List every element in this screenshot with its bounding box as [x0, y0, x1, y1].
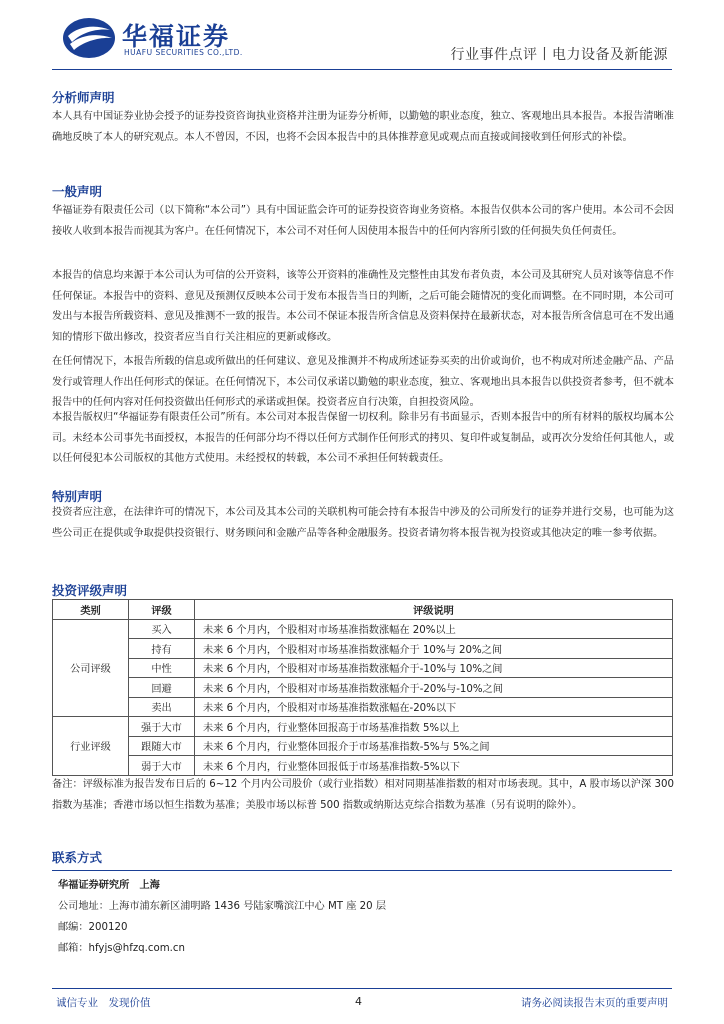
header-category: 类别: [53, 600, 129, 620]
description-cell: 未来 6 个月内，行业整体回报高于市场基准指数 5%以上: [195, 717, 673, 737]
description-cell: 未来 6 个月内，个股相对市场基准指数涨幅在 20%以上: [195, 619, 673, 639]
rating-cell: 回避: [129, 678, 195, 698]
industry-rating-group: 行业评级: [53, 717, 129, 776]
rating-note: 备注：评级标准为报告发布日后的 6~12 个月内公司股价（或行业指数）相对同期基准指数的相对市场表现。其中，A 股市场以沪深 300 指数为基准；香港市场以恒生指数为基准；美股市场以标普 500 指数或纳斯达克综合指数为基准（另有说明的除外）。: [52, 779, 674, 811]
special-statement-title: 特别声明: [52, 489, 103, 504]
description-cell: 未来 6 个月内，个股相对市场基准指数涨幅介于-20%与-10%之间: [195, 678, 673, 698]
logo-chinese-name: 华福证券: [122, 22, 231, 51]
header-rating: 评级: [129, 600, 195, 620]
contact-postcode: 邮编：200120: [58, 922, 128, 933]
rating-cell: 强于大市: [129, 717, 195, 737]
rating-cell: 弱于大市: [129, 756, 195, 776]
footer-slogan: 诚信专业 发现价值: [56, 997, 151, 1009]
description-cell: 未来 6 个月内，个股相对市场基准指数涨幅在-20%以下: [195, 697, 673, 717]
analyst-statement-text: 本人具有中国证券业协会授予的证券投资咨询执业资格并注册为证券分析师，以勤勉的职业态度，独立、客观地出具本报告。本报告清晰准确地反映了本人的研究观点。本人不曾因，不因，也将不会因本报告中的具体推荐意见或观点而直接或间接收到任何形式的补偿。: [52, 111, 674, 143]
table-row: [53, 756, 673, 776]
general-statement-p4: 本报告版权归“华福证券有限责任公司”所有。本公司对本报告保留一切权利。除非另有书面显示，否则本报告中的所有材料的版权均属本公司。未经本公司事先书面授权，本报告的任何部分均不得以任何方式制作任何形式的拷贝、复印件或复制品，或再次分发给任何其他人，或以任何侵犯本公司版权的其他方式使用。未经授权的转载，本公司不承担任何转载责任。: [52, 412, 674, 464]
rating-cell: 持有: [129, 639, 195, 659]
footer-divider: [52, 988, 672, 989]
general-statement-p3: 在任何情况下，本报告所载的信息或所做出的任何建议、意见及推测并不构成所述证券买卖的出价或询价，也不构成对所述金融产品、产品发行或管理人作出任何形式的保证。在任何情况下，本公司仅承诺以勤勉的职业态度，独立、客观地出具本报告以供投资者参考，但不就本报告中的任何内容对任何投资做出任何形式的承诺或担保。投资者应自行决策，自担投资风险。: [52, 356, 674, 408]
contact-email: 邮箱：hfyjs@hfzq.com.cn: [58, 943, 185, 954]
page-header: [0, 0, 724, 80]
rating-cell: 卖出: [129, 697, 195, 717]
general-statement-p1: 华福证券有限责任公司（以下简称“本公司”）具有中国证监会许可的证券投资咨询业务资格。本报告仅供本公司的客户使用。本公司不会因接收人收到本报告而视其为客户。在任何情况下，本公司不对任何人因使用本报告中的任何内容所引致的任何损失负任何责任。: [52, 205, 674, 237]
footer-disclaimer-note: 请务必阅读报告末页的重要声明: [521, 997, 668, 1009]
contact-address: 公司地址：上海市浦东新区浦明路 1436 号陆家嘴滨江中心 MT 座 20 层: [58, 901, 387, 912]
rating-cell: 跟随大市: [129, 736, 195, 756]
report-category: 行业事件点评丨电力设备及新能源: [450, 47, 668, 63]
rating-statement-title: 投资评级声明: [52, 583, 128, 598]
rating-table: [52, 599, 673, 776]
rating-cell: 买入: [129, 619, 195, 639]
header-description: 评级说明: [195, 600, 673, 620]
header-divider: [52, 69, 672, 70]
logo-english-name: HUAFU SECURITIES CO.,LTD.: [124, 48, 243, 57]
general-statement-title: 一般声明: [52, 184, 103, 199]
rating-table-header: [53, 600, 673, 620]
company-rating-group: 公司评级: [53, 619, 129, 717]
contact-organization: 华福证券研究所 上海: [58, 880, 160, 891]
contact-divider: [52, 870, 672, 871]
rating-cell: 中性: [129, 658, 195, 678]
description-cell: 未来 6 个月内，个股相对市场基准指数涨幅介于 10%与 20%之间: [195, 639, 673, 659]
description-cell: 未来 6 个月内，行业整体回报介于市场基准指数-5%与 5%之间: [195, 736, 673, 756]
table-row: [53, 717, 673, 737]
table-row: [53, 619, 673, 639]
table-row: [53, 697, 673, 717]
contact-title: 联系方式: [52, 850, 103, 865]
table-row: [53, 639, 673, 659]
company-logo: [62, 16, 322, 60]
table-row: [53, 678, 673, 698]
page-number: 4: [355, 995, 362, 1008]
special-statement-text: 投资者应注意，在法律许可的情况下，本公司及其本公司的关联机构可能会持有本报告中涉及的公司所发行的证券并进行交易，也可能为这些公司正在提供或争取提供投资银行、财务顾问和金融产品等各种金融服务。投资者请勿将本报告视为投资或其他决定的唯一参考依据。: [52, 507, 674, 539]
description-cell: 未来 6 个月内，个股相对市场基准指数涨幅介于-10%与 10%之间: [195, 658, 673, 678]
table-row: [53, 736, 673, 756]
general-statement-p2: 本报告的信息均来源于本公司认为可信的公开资料，该等公开资料的准确性及完整性由其发布者负责，本公司及其研究人员对该等信息不作任何保证。本报告中的资料、意见及预测仅反映本公司于发布本报告当日的判断，之后可能会随情况的变化而调整。在不同时期，本公司可发出与本报告所载资料、意见及推测不一致的报告。本公司不保证本报告所含信息及资料保持在最新状态，对本报告所含信息可在不发出通知的情形下做出修改，投资者应当自行关注相应的更新或修改。: [52, 270, 674, 343]
analyst-statement-title: 分析师声明: [52, 90, 115, 105]
huafu-logo-icon: [62, 16, 118, 60]
description-cell: 未来 6 个月内，行业整体回报低于市场基准指数-5%以下: [195, 756, 673, 776]
table-row: [53, 658, 673, 678]
